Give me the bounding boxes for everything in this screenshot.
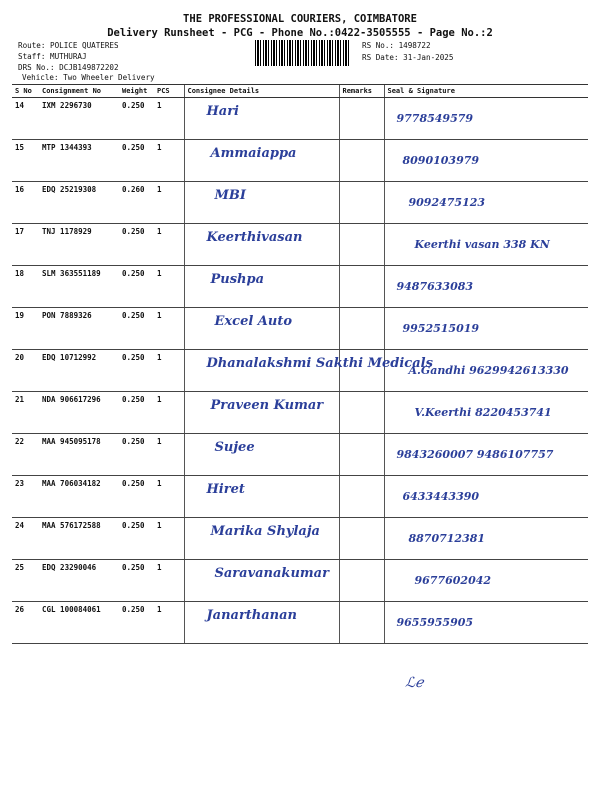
row-consignee: [184, 224, 339, 266]
row-consignee: [184, 392, 339, 434]
row-pcs: 1: [154, 392, 184, 434]
row-pcs: 1: [154, 308, 184, 350]
col-consignee: Consignee Details: [184, 85, 339, 98]
row-consignee: [184, 266, 339, 308]
row-weight: 0.250: [119, 224, 154, 266]
table-row: [12, 308, 588, 350]
vehicle-text: Vehicle: Two Wheeler Delivery: [22, 73, 155, 82]
row-consignee: [184, 140, 339, 182]
col-consignment: Consignment No: [39, 85, 119, 98]
consignee-handwriting: Praveen Kumar: [210, 398, 324, 413]
row-seal: [384, 266, 588, 308]
row-sno: 15: [12, 140, 39, 182]
col-pcs: PCS: [154, 85, 184, 98]
row-consignment-no: PON 7889326: [39, 308, 119, 350]
row-sno: 20: [12, 350, 39, 392]
row-consignment-no: SLM 363551189: [39, 266, 119, 308]
signature-handwriting: 8090103979: [402, 154, 480, 167]
row-weight: 0.260: [119, 182, 154, 224]
signature-handwriting: A.Gandhi 9629942613330: [408, 364, 569, 377]
row-remarks: [339, 350, 384, 392]
row-seal: [384, 476, 588, 518]
consignee-handwriting: Excel Auto: [214, 314, 293, 329]
consignee-handwriting: MBI: [214, 188, 246, 203]
row-seal: [384, 182, 588, 224]
table-row: [12, 560, 588, 602]
consignee-handwriting: Pushpa: [210, 272, 265, 287]
row-weight: 0.250: [119, 350, 154, 392]
signature-handwriting: 9655955905: [396, 616, 474, 629]
consignee-handwriting: Ammaiappa: [210, 146, 297, 161]
row-consignment-no: NDA 906617296: [39, 392, 119, 434]
row-weight: 0.250: [119, 602, 154, 644]
signature-handwriting: Keerthi vasan 338 KN: [414, 238, 550, 251]
table-row: [12, 98, 588, 140]
signature-handwriting: 9843260007 9486107757: [396, 448, 554, 461]
row-consignment-no: MAA 706034182: [39, 476, 119, 518]
staff-text: Staff: MUTHURAJ: [18, 52, 87, 61]
row-consignee: [184, 182, 339, 224]
row-weight: 0.250: [119, 266, 154, 308]
row-consignee: [184, 518, 339, 560]
row-remarks: [339, 476, 384, 518]
signature-handwriting: V.Keerthi 8220453741: [414, 406, 552, 419]
table-row: [12, 602, 588, 644]
table-row: [12, 140, 588, 182]
table-row: [12, 434, 588, 476]
row-consignment-no: EDQ 25219308: [39, 182, 119, 224]
row-remarks: [339, 518, 384, 560]
table-row: [12, 350, 588, 392]
row-pcs: 1: [154, 182, 184, 224]
row-sno: 25: [12, 560, 39, 602]
row-remarks: [339, 434, 384, 476]
col-seal: Seal & Signature: [384, 85, 588, 98]
col-sno: S No: [12, 85, 39, 98]
row-pcs: 1: [154, 266, 184, 308]
row-consignment-no: MAA 576172588: [39, 518, 119, 560]
col-weight: Weight: [119, 85, 154, 98]
row-weight: 0.250: [119, 518, 154, 560]
row-sno: 22: [12, 434, 39, 476]
consignee-handwriting: Hari: [206, 104, 239, 119]
table-row: [12, 392, 588, 434]
row-consignment-no: IXM 2296730: [39, 98, 119, 140]
rs-date: RS Date: 31-Jan-2025: [362, 53, 454, 62]
drs-number: DRS No.: DCJB149872202: [18, 63, 119, 72]
row-sno: 21: [12, 392, 39, 434]
row-pcs: 1: [154, 98, 184, 140]
row-remarks: [339, 98, 384, 140]
signature-handwriting: 9952515019: [402, 322, 480, 335]
row-seal: [384, 308, 588, 350]
row-consignment-no: MTP 1344393: [39, 140, 119, 182]
table-row: [12, 476, 588, 518]
row-remarks: [339, 308, 384, 350]
row-seal: [384, 602, 588, 644]
signature-handwriting: 8870712381: [408, 532, 486, 545]
row-remarks: [339, 224, 384, 266]
signature-handwriting: 9092475123: [408, 196, 486, 209]
signature-handwriting: 6433443390: [402, 490, 480, 503]
row-sno: 24: [12, 518, 39, 560]
consignee-handwriting: Marika Shylaja: [210, 524, 320, 539]
row-consignee: [184, 308, 339, 350]
row-sno: 14: [12, 98, 39, 140]
row-sno: 19: [12, 308, 39, 350]
row-remarks: [339, 266, 384, 308]
row-remarks: [339, 140, 384, 182]
row-weight: 0.250: [119, 392, 154, 434]
consignee-handwriting: Sujee: [214, 440, 255, 455]
row-pcs: 1: [154, 602, 184, 644]
row-consignment-no: EDQ 23290046: [39, 560, 119, 602]
table-row: [12, 518, 588, 560]
row-weight: 0.250: [119, 98, 154, 140]
barcode-image: [255, 40, 350, 66]
row-sno: 26: [12, 602, 39, 644]
row-consignee: [184, 476, 339, 518]
row-consignee: [184, 434, 339, 476]
row-consignee: [184, 602, 339, 644]
row-consignee: [184, 560, 339, 602]
signature-handwriting: 9778549579: [396, 112, 474, 125]
row-weight: 0.250: [119, 308, 154, 350]
rs-number: RS No.: 1498722: [362, 41, 431, 50]
row-weight: 0.250: [119, 140, 154, 182]
table-row: [12, 182, 588, 224]
consignee-handwriting: Saravanakumar: [214, 566, 329, 581]
consignee-handwriting: Hiret: [206, 482, 245, 497]
row-consignment-no: EDQ 10712992: [39, 350, 119, 392]
table-row: [12, 224, 588, 266]
row-pcs: 1: [154, 560, 184, 602]
row-sno: 23: [12, 476, 39, 518]
row-pcs: 1: [154, 434, 184, 476]
consignee-handwriting: Dhanalakshmi Sakthi Medicals: [206, 356, 433, 371]
row-pcs: 1: [154, 350, 184, 392]
row-weight: 0.250: [119, 476, 154, 518]
signature-handwriting: 9677602042: [414, 574, 492, 587]
row-consignee: [184, 350, 433, 392]
route-text: Route: POLICE QUATERES: [18, 41, 119, 50]
row-consignee: [184, 98, 339, 140]
row-sno: 16: [12, 182, 39, 224]
row-remarks: [339, 560, 384, 602]
company-title: THE PROFESSIONAL COURIERS, COIMBATORE: [183, 13, 417, 25]
signature-handwriting: 9487633083: [396, 280, 474, 293]
table-row: [12, 266, 588, 308]
bottom-signature-icon: ℒℯ: [405, 675, 424, 691]
row-pcs: 1: [154, 518, 184, 560]
row-weight: 0.250: [119, 434, 154, 476]
runsheet-table: [12, 84, 588, 644]
row-seal: [384, 98, 588, 140]
col-remarks: Remarks: [339, 85, 384, 98]
row-seal: [384, 392, 588, 434]
runsheet-subtitle: Delivery Runsheet - PCG - Phone No.:0422-3505555 - Page No.:2: [107, 27, 493, 39]
row-remarks: [339, 602, 384, 644]
consignee-handwriting: Janarthanan: [206, 608, 298, 623]
row-seal: [384, 560, 588, 602]
row-seal: [384, 350, 588, 392]
row-seal: [384, 140, 588, 182]
row-pcs: 1: [154, 476, 184, 518]
row-pcs: 1: [154, 140, 184, 182]
consignee-handwriting: Keerthivasan: [206, 230, 303, 245]
table-header-row: [12, 85, 588, 98]
row-seal: [384, 224, 588, 266]
row-sno: 17: [12, 224, 39, 266]
row-sno: 18: [12, 266, 39, 308]
row-seal: [384, 434, 588, 476]
row-remarks: [339, 392, 384, 434]
row-remarks: [339, 182, 384, 224]
row-weight: 0.250: [119, 560, 154, 602]
row-consignment-no: TNJ 1178929: [39, 224, 119, 266]
row-consignment-no: CGL 100084061: [39, 602, 119, 644]
row-seal: [384, 518, 588, 560]
row-pcs: 1: [154, 224, 184, 266]
row-consignment-no: MAA 945095178: [39, 434, 119, 476]
